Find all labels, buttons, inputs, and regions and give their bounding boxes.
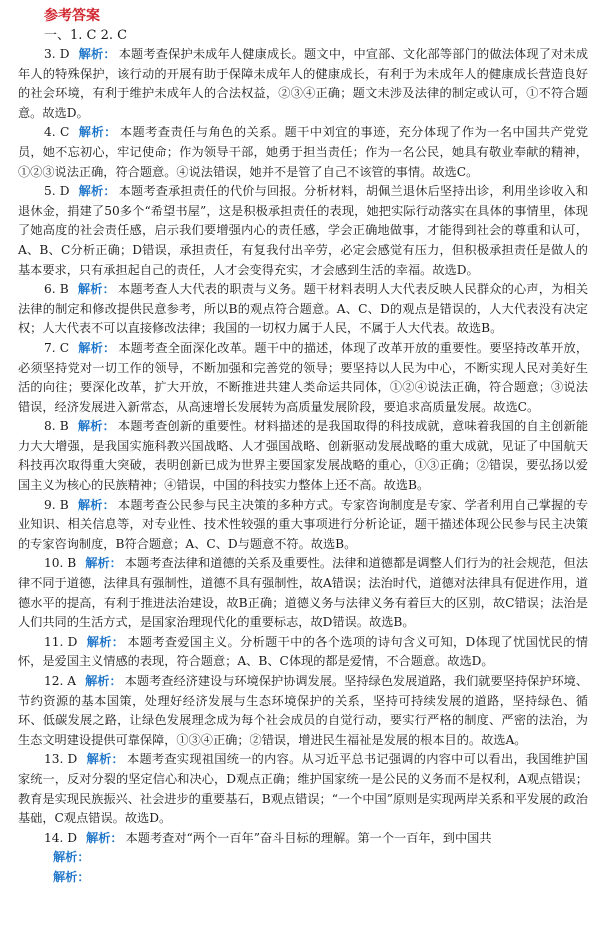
analysis-text: 本题考查公民参与民主决策的多种方式。专家咨询制度是专家、学者利用自己掌握的专业知识、相关信息等，对专业性、技术性较强的重大事项进行分析论证，题干描述体现公民参与民主决策的专家咨询制度，B符合题意；A、C、D与题意不符。故选B。 (18, 497, 589, 551)
analysis-label: 解析： (53, 869, 90, 884)
answer-item: 13. D 解析： 本题考查实现祖国统一的内容。从习近平总书记强调的内容中可以看出，我国维护国家统一，反对分裂的坚定信心和决心，D观点正确；维护国家统一是公民的义务而不是权利，A观点错误；教育是实现民族振兴、社会进步的重要基石，B观点错误；“一个中国”原则是实现两岸关系和平发展的政治基础，C观点错误。故选D。 (18, 752, 589, 826)
answer-item: 3. D 解析： 本题考查保护未成年人健康成长。题文中，中宣部、文化部等部门的做法体现了对未成年人的特殊保护，该行动的开展有助于保障未成年人的健康成长，有利于为未成年人的健康成长营造良好的社会环境，有利于维护未成年人的合法权益，②③④正确；题文未涉及法律的制定或认可，①不符合题意。故选D。 (18, 47, 589, 120)
analysis-label: 解析： (85, 556, 122, 571)
answer-item: 8. B 解析： 本题考查创新的重要性。材料描述的是我国取得的科技成就，意味着我国的自主创新能力大大增强，是我国实施科教兴国战略、人才强国战略、创新驱动发展战略的重大成就，见证了中国航天科技再次取得重大突破，表明创新已成为世界主要国家发展战略的重心，①③正确；②错误，要弘扬以爱国主义为核心的民族精神；④错误，中国的科技实力整体上还不高。故选B。 (18, 419, 589, 493)
analysis-text: 本题考查经济建设与环境保护协调发展。坚持绿色发展道路，我们就要坚持保护环境、节约资源的基本国策，处理好经济发展与生态环境保护的关系，坚持可持续发展的道路，坚持绿色、循环、低碳发展之路，让绿色发展理念成为每个社会成员的自觉行动，要实行严格的制度、严密的法治，为生态文明建设提供可靠保障，①③④正确；②错误，增进民生福祉是发展的根本目的。故选A。 (18, 674, 589, 747)
analysis-label: 解析： (78, 184, 116, 199)
analysis-label: 解析： (86, 634, 125, 649)
answer-item: 10. B 解析： 本题考查法律和道德的关系及重要性。法律和道德都是调整人们行为的社会规范，但法律不同于道德，法律具有强制性，道德不具有强制性，故A错误；法治时代，道德对法律具有促进作用，道德水平的提高，有利于推进法治建设，故B正确；道德义务与法律义务有着巨大的区别，故C错误；法治是人们共同的生活方式，是国家治理现代化的重要标志，故D错误。故选B。 (18, 556, 589, 630)
analysis-text: 本题考查承担责任的代价与回报。分析材料，胡佩兰退休后坚持出诊，利用坐诊收入和退休金，捐建了50多个“希望书屋”，这是积极承担责任的表现，她把实际行动落实在具体的事情里，体现了她高度的社会责任感，启示我们要增强内心的责任感，学会正确地做事，才能得到社会的尊重和认可，A、B、C分析正确；D错误，承担责任，有复我付出辛劳，必定会感觉有压力，但积极承担责任是做人的基本要求，只有承担起自己的责任，人才会变得充实，才会感到生活的幸福。故选D。 (18, 184, 589, 277)
answer-item: 7. C 解析： 本题考查全面深化改革。题干中的描述，体现了改革开放的重要性。要坚持改革开放，必须坚持党对一切工作的领导，不断加强和完善党的领导；要坚持以人民为中心，不断实现人民对美好生活的向往；要深化改革，扩大开放，不断推进共建人类命运共同体，①②④说法正确，符合题意；③说法错误，经济发展进入新常态，从高速增长发展转为高质量发展阶段，要追求高质量发展。故选C。 (18, 340, 589, 414)
analysis-label: 解析： (77, 419, 115, 434)
analysis-label: 解析： (77, 282, 115, 297)
analysis-label: 解析： (78, 340, 116, 355)
analysis-label: 解析： (86, 830, 123, 845)
answer-item: 5. D 解析： 本题考查承担责任的代价与回报。分析材料，胡佩兰退休后坚持出诊，利用坐诊收入和退休金，捐建了50多个“希望书屋”，这是积极承担责任的表现，她把实际行动落实在具体的事情里，体现了她高度的社会责任感，启示我们要增强内心的责任感，学会正确地做事，才能得到社会的尊重和认可，A、B、C分析正确；D错误，承担责任，有复我付出辛劳，必定会感觉有压力，但积极承担责任是做人的基本要求，只有承担起自己的责任，人才会变得充实，才会感到生活的幸福。故选D。 (18, 184, 589, 277)
answer-item (18, 868, 588, 888)
analysis-label: 解析： (78, 125, 117, 140)
answer-item: 14. D 解析： 本题考查对“两个一百年”奋斗目标的理解。第一个一百年，到中国共 (44, 830, 492, 845)
analysis-label: 解析： (86, 752, 125, 767)
analysis-text: 本题考查人大代表的职责与义务。题干材料表明人大代表反映人民群众的心声，为相关法律的制定和修改提供民意参考，所以B的观点符合题意。A、C、D的观点是错误的，人大代表没有决定权；人大代表不可以直接修改法律；我国的一切权力属于人民，不属于人大代表。故选B。 (18, 282, 589, 336)
analysis-text: 本题考查全面深化改革。题干中的描述，体现了改革开放的重要性。要坚持改革开放，必须坚持党对一切工作的领导，不断加强和完善党的领导；要坚持以人民为中心，不断实现人民对美好生活的向往；要深化改革，扩大开放，不断推进共建人类命运共同体，①②④说法正确，符合题意；③说法错误，经济发展进入新常态，从高速增长发展转为高质量发展阶段，要追求高质量发展。故选C。 (18, 340, 589, 414)
analysis-text: 本题考查实现祖国统一的内容。从习近平总书记强调的内容中可以看出，我国维护国家统一，反对分裂的坚定信心和决心，D观点正确；维护国家统一是公民的义务而不是权利，A观点错误；教育是实现民族振兴、社会进步的重要基石，B观点错误；“一个中国”原则是实现两岸关系和平发展的政治基础，C观点错误。故选D。 (18, 752, 589, 826)
analysis-label: 解析： (53, 850, 90, 865)
analysis-label: 解析： (77, 497, 115, 512)
analysis-label: 解析： (78, 47, 116, 61)
analysis-label: 解析： (85, 674, 122, 688)
answer-item: 4. C 解析： 本题考查责任与角色的关系。题干中刘宜的事迹，充分体现了作为一名中国共产党党员，她不忘初心，牢记使命；作为领导干部，她勇于担当责任；作为一名公民，她具有敬业奉献的精神，①②③说法正确，符合题意。④说法错误，她并不是管了自己不该管的事情。故选C。 (18, 125, 589, 179)
analysis-text: 本题考查法律和道德的关系及重要性。法律和道德都是调整人们行为的社会规范，但法律不同于道德，法律具有强制性，道德不具有强制性，故A错误；法治时代，道德对法律具有促进作用，道德水平的提高，有利于推进法治建设，故B正确；道德义务与法律义务有着巨大的区别，故C错误；法治是人们共同的生活方式，是国家治理现代化的重要标志，故D错误。故选B。 (18, 556, 589, 630)
answer-item: 11. D 解析： 本题考查爱国主义。分析题干中的各个选项的诗句含义可知，D体现了忧国忧民的情怀，是爱国主义情感的表现，符合题意；A、B、C体现的都是爱情，不合题意。故选D。 (18, 634, 589, 669)
analysis-text: 本题考查保护未成年人健康成长。题文中，中宣部、文化部等部门的做法体现了对未成年人的特殊保护，该行动的开展有助于保障未成年人的健康成长，有利于为未成年人的健康成长营造良好的社会环境，有利于维护未成年人的合法权益，②③④正确；题文未涉及法律的制定或认可，①不符合题意。故选D。 (18, 47, 589, 120)
analysis-text: 本题考查对“两个一百年”奋斗目标的理解。第一个一百年，到中国共 (125, 830, 492, 845)
answer-list (18, 45, 588, 888)
answer-item: 9. B 解析： 本题考查公民参与民主决策的多种方式。专家咨询制度是专家、学者利用自己掌握的专业知识、相关信息等，对专业性、技术性较强的重大事项进行分析论证，题干描述体现公民参与民主决策的专家咨询制度，B符合题意；A、C、D与题意不符。故选B。 (18, 497, 589, 551)
page-title: 参考答案 (44, 8, 100, 24)
answers-1-2: 一、1. C 2. C (44, 28, 128, 43)
analysis-text: 本题考查创新的重要性。材料描述的是我国取得的科技成就，意味着我国的自主创新能力大大增强，是我国实施科教兴国战略、人才强国战略、创新驱动发展战略的重大成就，见证了中国航天科技再次取得重大突破，表明创新已成为世界主要国家发展战略的重心，①③正确；②错误，要弘扬以爱国主义为核心的民族精神；④错误，中国的科技实力整体上还不高。故选B。 (18, 419, 589, 493)
answer-item (18, 848, 588, 868)
analysis-text: 本题考查爱国主义。分析题干中的各个选项的诗句含义可知，D体现了忧国忧民的情怀，是爱国主义情感的表现，符合题意；A、B、C体现的都是爱情，不合题意。故选D。 (18, 634, 589, 669)
analysis-text: 本题考查责任与角色的关系。题干中刘宜的事迹，充分体现了作为一名中国共产党党员，她不忘初心，牢记使命；作为领导干部，她勇于担当责任；作为一名公民，她具有敬业奉献的精神，①②③说法正确，符合题意。④说法错误，她并不是管了自己不该管的事情。故选C。 (18, 125, 589, 179)
answer-item: 6. B 解析： 本题考查人大代表的职责与义务。题干材料表明人大代表反映人民群众的心声，为相关法律的制定和修改提供民意参考，所以B的观点符合题意。A、C、D的观点是错误的，人大代表没有决定权；人大代表不可以直接修改法律；我国的一切权力属于人民，不属于人大代表。故选B。 (18, 282, 589, 336)
answer-item: 12. A 解析： 本题考查经济建设与环境保护协调发展。坚持绿色发展道路，我们就要坚持保护环境、节约资源的基本国策，处理好经济发展与生态环境保护的关系，坚持可持续发展的道路，坚持绿色、循环、低碳发展之路，让绿色发展理念成为每个社会成员的自觉行动，要实行严格的制度、严密的法治，为生态文明建设提供可靠保障，①③④正确；②错误，增进民生福祉是发展的根本目的。故选A。 (18, 674, 589, 747)
